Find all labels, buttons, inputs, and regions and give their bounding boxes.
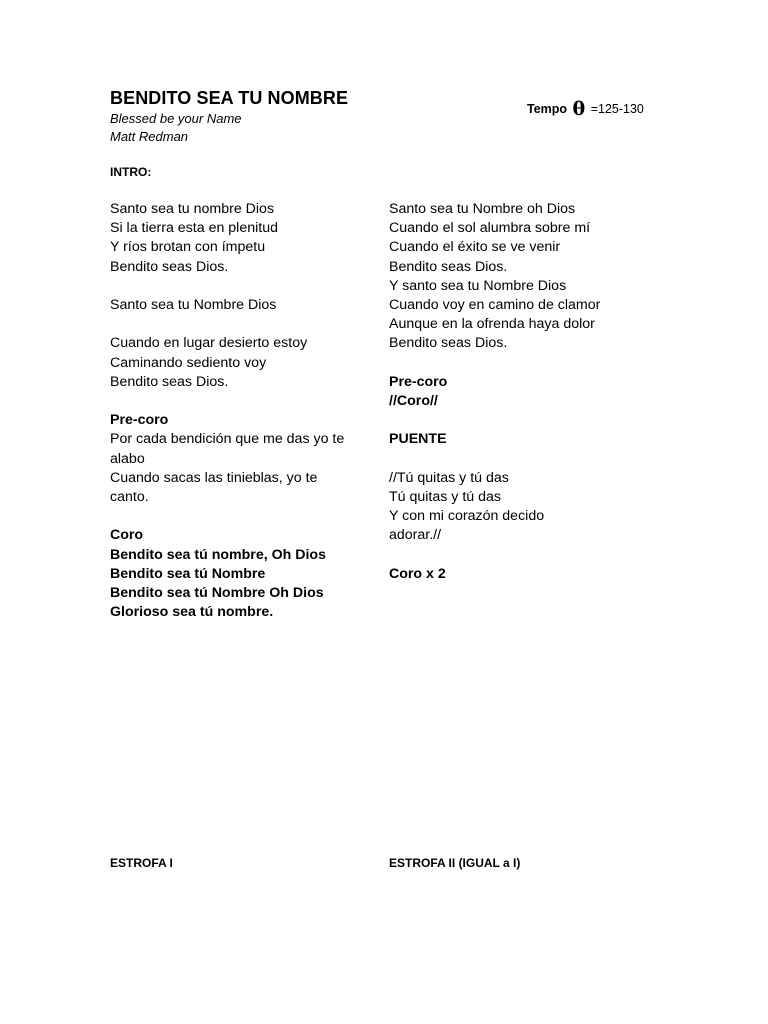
lyric-line: //Tú quitas y tú das: [389, 469, 509, 486]
lyric-line: Bendito seas Dios.: [110, 373, 229, 390]
lyric-line: Por cada bendición que me das yo te: [110, 431, 345, 448]
right-lyrics-column: [389, 200, 649, 584]
left-lyrics-column: [110, 200, 372, 622]
lyric-line: Aunque en la ofrenda haya dolor: [389, 316, 595, 333]
chorus-line: Glorioso sea tú nombre.: [110, 604, 274, 621]
spacer: [110, 315, 372, 334]
lyric-line: alabo: [110, 450, 145, 467]
spacer: [389, 450, 649, 469]
lyric-line: Bendito seas Dios.: [110, 258, 229, 275]
song-author: Matt Redman: [110, 129, 189, 144]
spacer: [110, 507, 372, 526]
lyric-line: Tú quitas y tú das: [389, 489, 501, 505]
lyric-line: Santo sea tu Nombre Dios: [110, 297, 277, 313]
tempo-value: =125-130: [590, 102, 644, 116]
lyric-line: adorar.//: [389, 527, 442, 544]
lyric-line: Bendito seas Dios.: [389, 258, 508, 275]
lyric-line: Y con mi corazón decido: [389, 508, 545, 525]
lyric-line: Si la tierra esta en plenitud: [110, 220, 278, 237]
spacer: [389, 354, 649, 373]
lyric-line: Santo sea tu nombre Dios: [110, 201, 275, 217]
lyric-line: Cuando sacas las tinieblas, yo te: [110, 469, 318, 486]
lyric-line: Bendito seas Dios.: [389, 335, 508, 352]
tempo-marking: [527, 96, 644, 118]
section-heading-precoro: Pre-coro: [110, 412, 169, 429]
section-heading-puente: PUENTE: [389, 431, 447, 448]
footer-label-estrofa-2: ESTROFA II (IGUAL a I): [389, 856, 521, 870]
spacer: [110, 392, 372, 411]
lyric-line: Y ríos brotan con ímpetu: [110, 239, 266, 256]
lyric-line: Cuando el éxito se ve venir: [389, 239, 561, 256]
lyric-line: Cuando en lugar desierto estoy: [110, 335, 308, 352]
lyric-line: canto.: [110, 489, 149, 505]
spacer: [389, 411, 649, 430]
lyric-line: Santo sea tu Nombre oh Dios: [389, 201, 576, 217]
lyric-line: Cuando el sol alumbra sobre mí: [389, 220, 591, 237]
tempo-symbol: θ: [572, 98, 586, 120]
lyric-line: Cuando voy en camino de clamor: [389, 297, 601, 314]
section-heading-coro: Coro: [110, 527, 144, 544]
lyric-line: Y santo sea tu Nombre Dios: [389, 277, 567, 294]
intro-label: INTRO:: [110, 165, 152, 179]
chorus-line: Bendito sea tú Nombre: [110, 565, 266, 582]
footer-label-estrofa-1: ESTROFA I: [110, 856, 173, 870]
coro-x2-marker: Coro x 2: [389, 565, 446, 582]
lyric-line: Caminando sediento voy: [110, 354, 267, 371]
song-title: BENDITO SEA TU NOMBRE: [110, 88, 349, 108]
section-heading-precoro: Pre-coro: [389, 373, 448, 390]
spacer: [110, 277, 372, 296]
spacer: [389, 546, 649, 565]
coro-repeat-marker: //Coro//: [389, 393, 438, 410]
chorus-line: Bendito sea tú nombre, Oh Dios: [110, 546, 326, 563]
song-subtitle: Blessed be your Name: [110, 111, 242, 126]
chorus-line: Bendito sea tú Nombre Oh Dios: [110, 585, 324, 601]
tempo-label: Tempo: [527, 102, 568, 116]
